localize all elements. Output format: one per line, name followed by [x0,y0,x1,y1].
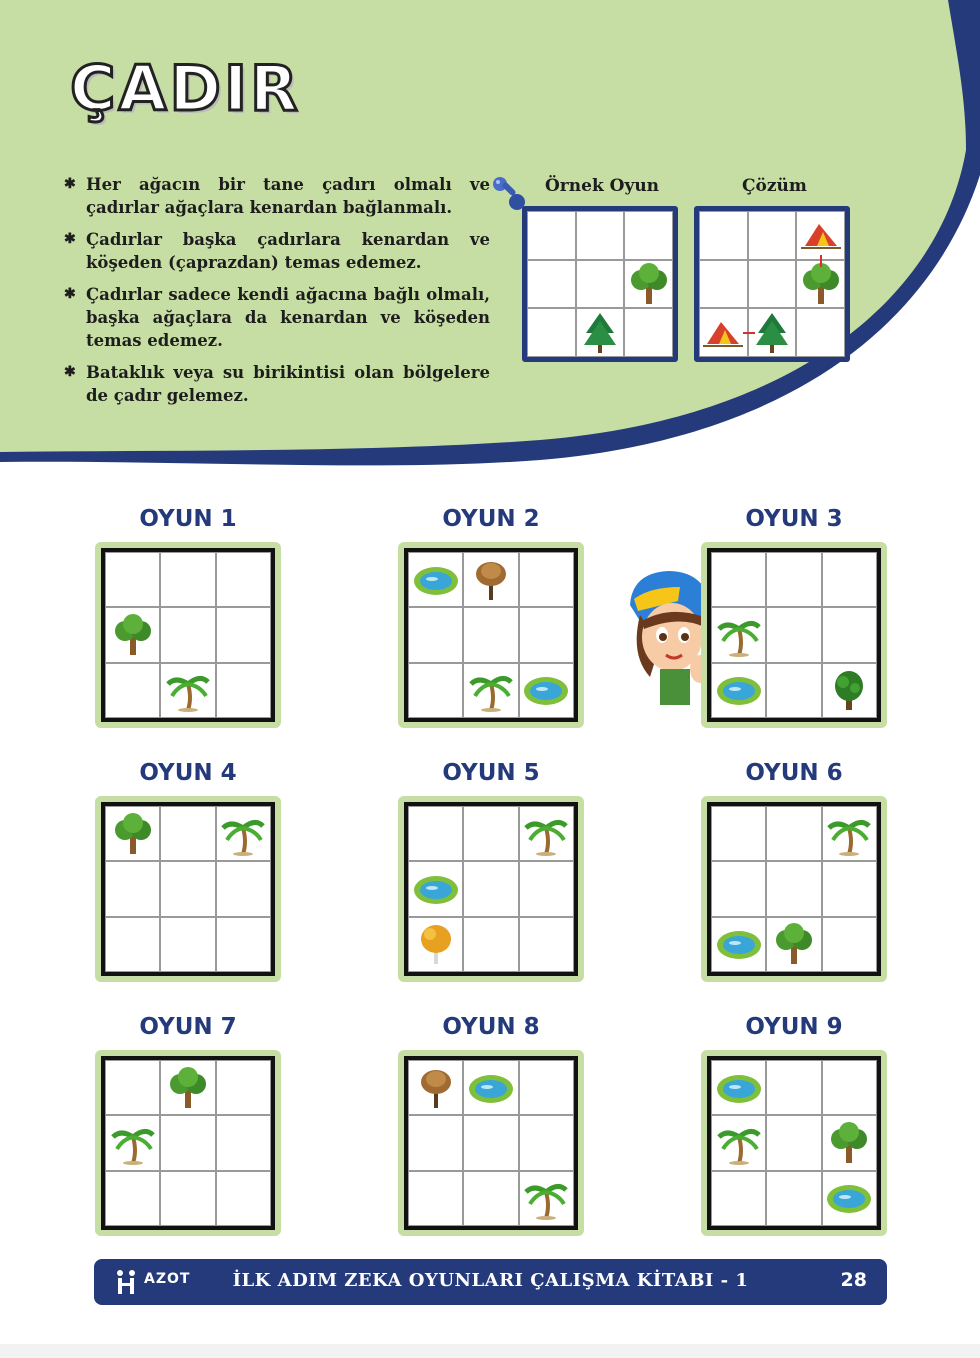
brown-tree-icon [469,558,513,602]
game-title: OYUN 7 [139,1014,237,1040]
game-grid [404,548,578,722]
grid-cell[interactable] [519,806,574,861]
game-grid [101,802,275,976]
rule-item: ✱ Çadırlar sadece kendi ağacına bağlı olmalı, başka ağaçlara da kenardan ve köşeden temas edemez. [64,285,490,350]
grid-cell[interactable] [766,917,821,972]
grid-cell[interactable] [216,1171,271,1226]
grid-cell[interactable] [105,861,160,916]
rules-list [62,173,490,416]
tree-icon [627,262,671,306]
grid-cell[interactable] [463,663,518,718]
game-frame [398,1050,584,1236]
grid-cell[interactable] [160,917,215,972]
grid-cell[interactable] [822,861,877,916]
pine-icon [578,311,622,355]
pond-icon [412,872,460,906]
game-frame [701,796,887,982]
grid-cell[interactable] [160,607,215,662]
grid-cell[interactable] [160,861,215,916]
rule-item: ✱ Her ağacın bir tane çadırı olmalı ve çadırlar ağaçlara kenardan bağlanmalı. [64,175,490,217]
grid-cell[interactable] [576,260,625,309]
grid-cell[interactable] [105,607,160,662]
grid-cell[interactable] [216,806,271,861]
grid-cell[interactable] [822,806,877,861]
grid-cell[interactable] [105,1115,160,1170]
palm-icon [166,668,210,712]
tree-icon [772,922,816,966]
grid-cell[interactable] [105,1060,160,1115]
game-title: OYUN 1 [139,506,237,532]
pond-icon [715,1071,763,1105]
grid-cell[interactable] [463,861,518,916]
game-title: OYUN 8 [442,1014,540,1040]
palm-icon [524,812,568,856]
grid-cell[interactable] [822,552,877,607]
grid-cell[interactable] [216,917,271,972]
grid-cell[interactable] [822,917,877,972]
game-title: OYUN 6 [745,760,843,786]
grid-cell[interactable] [711,1171,766,1226]
game-title: OYUN 3 [745,506,843,532]
grid-cell[interactable] [463,607,518,662]
grid-cell[interactable] [711,1060,766,1115]
grid-cell[interactable] [408,861,463,916]
grid-cell[interactable] [408,552,463,607]
grid-cell[interactable] [408,1060,463,1115]
pond-icon [522,673,570,707]
grid-cell[interactable] [160,663,215,718]
game-title: OYUN 2 [442,506,540,532]
grid-cell[interactable] [766,1171,821,1226]
page-number: 28 [840,1269,867,1291]
asterisk-icon: ✱ [64,286,76,302]
grid-cell[interactable] [711,607,766,662]
grid-cell[interactable] [711,917,766,972]
game-grid [707,548,881,722]
game-frame [701,542,887,728]
pond-icon [715,927,763,961]
example-label: Örnek Oyun [545,176,660,196]
grid-cell[interactable] [408,1115,463,1170]
game-frame [398,796,584,982]
grid-cell[interactable] [796,211,845,260]
grid-cell[interactable] [408,663,463,718]
grid-cell[interactable] [463,806,518,861]
asterisk-icon: ✱ [64,231,76,247]
pond-icon [715,673,763,707]
grid-cell[interactable] [160,552,215,607]
grid-cell[interactable] [519,1115,574,1170]
tree-icon [111,812,155,856]
grid-cell[interactable] [463,1115,518,1170]
palm-icon [827,812,871,856]
grid-cell[interactable] [766,1060,821,1115]
grid-cell[interactable] [822,607,877,662]
grid-cell[interactable] [519,917,574,972]
pond-icon [412,563,460,597]
grid-cell[interactable] [408,607,463,662]
grid-cell[interactable] [576,308,625,357]
footer-bar [94,1259,887,1305]
grid-cell[interactable] [216,1115,271,1170]
game-grid [404,802,578,976]
grid-cell[interactable] [576,211,625,260]
book-title: İLK ADIM ZEKA OYUNLARI ÇALIŞMA KİTABI - 1 [232,1270,749,1291]
game-grid [707,802,881,976]
grid-cell[interactable] [527,211,576,260]
grid-cell[interactable] [216,552,271,607]
grid-cell[interactable] [105,806,160,861]
grid-cell[interactable] [711,1115,766,1170]
grid-cell[interactable] [624,260,673,309]
tree-icon [827,1121,871,1165]
grid-cell[interactable] [766,806,821,861]
palm-icon [717,613,761,657]
palm-icon [717,1121,761,1165]
grid-cell[interactable] [463,1171,518,1226]
grid-cell[interactable] [822,663,877,718]
tent-icon [701,316,745,350]
grid-cell[interactable] [519,1171,574,1226]
game-frame [398,542,584,728]
game-frame [95,1050,281,1236]
palm-icon [221,812,265,856]
game-title: OYUN 4 [139,760,237,786]
grid-cell[interactable] [519,607,574,662]
bushy-tree-icon [827,668,871,712]
rule-item: ✱ Çadırlar başka çadırlara kenardan ve köşeden (çaprazdan) temas edemez. [64,230,490,272]
grid-cell[interactable] [699,211,748,260]
grid-cell[interactable] [216,1060,271,1115]
palm-icon [469,668,513,712]
page-title: ÇADIR [70,52,301,125]
grid-cell[interactable] [105,917,160,972]
grid-cell[interactable] [408,917,463,972]
grid-cell[interactable] [766,861,821,916]
grid-cell[interactable] [822,1171,877,1226]
grid-cell[interactable] [216,861,271,916]
grid-cell[interactable] [527,308,576,357]
grid-cell[interactable] [519,552,574,607]
pond-icon [467,1071,515,1105]
grid-cell[interactable] [527,260,576,309]
grid-cell[interactable] [766,607,821,662]
solution-grid [694,206,850,362]
grid-cell[interactable] [519,861,574,916]
game-title: OYUN 5 [442,760,540,786]
grid-cell[interactable] [699,260,748,309]
grid-cell[interactable] [748,211,797,260]
grid-cell[interactable] [711,663,766,718]
autumn-tree-icon [414,922,458,966]
palm-icon [524,1176,568,1220]
grid-cell[interactable] [216,663,271,718]
grid-cell[interactable] [519,1060,574,1115]
grid-cell[interactable] [408,1171,463,1226]
grid-cell[interactable] [624,211,673,260]
tree-icon [111,613,155,657]
tree-icon [166,1066,210,1110]
grid-cell[interactable] [822,1060,877,1115]
grid-cell[interactable] [408,806,463,861]
connector-arrow-icon [743,332,755,334]
rule-item: ✱ Bataklık veya su birikintisi olan bölgelere de çadır gelemez. [64,363,490,405]
solution-label: Çözüm [742,176,807,196]
game-title: OYUN 9 [745,1014,843,1040]
game-grid [404,1056,578,1230]
grid-cell[interactable] [105,663,160,718]
brown-tree-icon [414,1066,458,1110]
grid-cell[interactable] [160,806,215,861]
palm-icon [111,1121,155,1165]
grid-cell[interactable] [699,308,748,357]
grid-cell[interactable] [624,308,673,357]
grid-cell[interactable] [711,552,766,607]
tent-icon [799,218,843,252]
grid-cell[interactable] [216,607,271,662]
example-grid [522,206,678,362]
grid-cell[interactable] [748,260,797,309]
grid-cell[interactable] [105,552,160,607]
grid-cell[interactable] [463,1060,518,1115]
grid-cell[interactable] [160,1115,215,1170]
game-grid [101,548,275,722]
grid-cell[interactable] [766,552,821,607]
grid-cell[interactable] [711,806,766,861]
grid-cell[interactable] [519,663,574,718]
grid-cell[interactable] [105,1171,160,1226]
grid-cell[interactable] [796,308,845,357]
brand-name: AZOT [144,1271,191,1287]
grid-cell[interactable] [711,861,766,916]
game-grid [707,1056,881,1230]
pine-icon [750,311,794,355]
grid-cell[interactable] [160,1171,215,1226]
grid-cell[interactable] [463,552,518,607]
game-frame [701,1050,887,1236]
grid-cell[interactable] [822,1115,877,1170]
grid-cell[interactable] [766,663,821,718]
grid-cell[interactable] [463,917,518,972]
grid-cell[interactable] [766,1115,821,1170]
asterisk-icon: ✱ [64,176,76,192]
pond-icon [825,1181,873,1215]
asterisk-icon: ✱ [64,364,76,380]
connector-arrow-icon [820,255,822,267]
game-frame [95,796,281,982]
game-frame [95,542,281,728]
game-grid [101,1056,275,1230]
grid-cell[interactable] [160,1060,215,1115]
tree-icon [799,262,843,306]
